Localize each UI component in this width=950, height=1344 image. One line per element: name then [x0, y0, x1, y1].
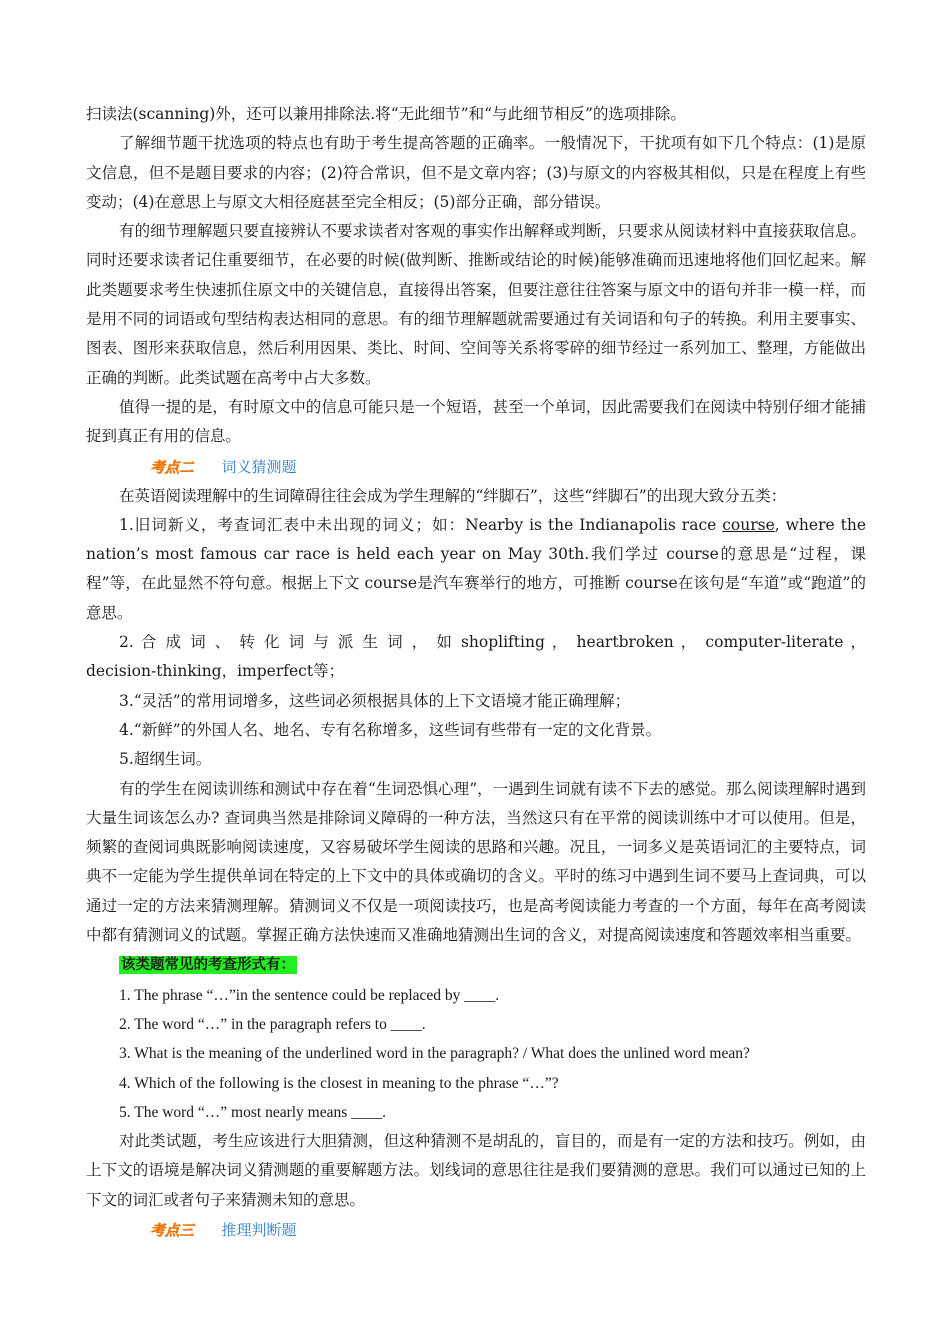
question-form-1: 1. The phrase “…”in the sentence could be replaced by ____.: [119, 986, 500, 1004]
paragraph-intro-vocab: 在英语阅读理解中的生词障碍往往会成为学生理解的“绊脚石”，这些“绊脚石”的出现大致分五类：: [119, 486, 787, 505]
list-item-3: 3.“灵活”的常用词增多，这些词必须根据具体的上下文语境才能正确理解；: [119, 691, 631, 710]
section-heading-3: [86, 1215, 866, 1245]
document-page: [86, 100, 866, 1245]
section-label: 考点二: [150, 459, 194, 476]
section-heading-2: [86, 452, 866, 482]
question-form-4: 4. Which of the following is the closest in meaning to the phrase “…”?: [119, 1074, 559, 1092]
section-title: 推理判断题: [221, 1220, 297, 1239]
list-item-5: 5.超纲生词。: [119, 750, 212, 769]
question-form-5: 5. The word “…” most nearly means ____.: [119, 1103, 387, 1121]
paragraph-scanning: 扫读法(scanning)外，还可以兼用排除法.将“无此细节”和“与此细节相反”的选项排除。: [86, 105, 686, 123]
paragraph-detail-questions: 有的细节理解题只要直接辨认不要求读者对客观的事实作出解释或判断，只要求从阅读材料中直接获取信息。同时还要求读者记住重要细节，在必要的时候(做判断、推断或结论的时候)能够准确而迅速地将他们回忆起来。解此类题要求考生快速抓住原文中的关键信息，直接得出答案，但要注意往往答案与原文中的语句并非一模一样，而是用不同的词语或句型结构表达相同的意思。有的细节理解题就需要通过有关词语和句子的转换。利用主要事实、图表、图形来获取信息，然后利用因果、类比、时间、空间等关系将零碎的细节经过一系列加工、整理，方能做出正确的判断。此类试题在高考中占大多数。: [86, 222, 866, 387]
item1-text-b: , where the nation’s most famous car race is held each year on May 30th.我们学过 course的意思是“过程，课程”等，在此显然不符句意。根据上下文 course是汽车赛举行的地方，可推断 course在该句是“车道”或“跑道”的意思。: [86, 515, 866, 622]
section-label: 考点三: [150, 1222, 194, 1239]
list-item-1: [86, 511, 866, 628]
list-item-4: 4.“新鲜”的外国人名、地名、专有名称增多，这些词有些带有一定的文化背景。: [119, 720, 662, 739]
paragraph-note: 值得一提的是，有时原文中的信息可能只是一个短语，甚至一个单词，因此需要我们在阅读中特别仔细才能捕捉到真正有用的信息。: [86, 397, 866, 446]
list-item-2: 2. 合 成 词 、 转 化 词 与 派 生 词 ， 如 shoplifting ， heartbroken ， computer-literate ， decision-thinking，imperfect等；: [86, 633, 866, 681]
question-form-2: 2. The word “…” in the paragraph refers to ____.: [119, 1015, 426, 1033]
underlined-word: course: [722, 515, 775, 534]
paragraph-distractor-features: 了解细节题干扰选项的特点也有助于考生提高答题的正确率。一般情况下，干扰项有如下几个特点：(1)是原文信息，但不是题目要求的内容；(2)符合常识，但不是文章内容；(3)与原文的内容极其相似，只是在程度上有些变动；(4)在意思上与原文大相径庭甚至完全相反；(5)部分正确，部分错误。: [86, 134, 866, 211]
highlight-line: [86, 950, 866, 980]
section-title: 词义猜测题: [221, 457, 297, 476]
highlighted-text: 该类题常见的考查形式有：: [121, 957, 295, 974]
question-form-3: 3. What is the meaning of the underlined word in the paragraph? / What does the unlined word mean?: [119, 1045, 750, 1063]
paragraph-guessing-method: 对此类试题，考生应该进行大胆猜测，但这种猜测不是胡乱的，盲目的，而是有一定的方法和技巧。例如，由上下文的语境是解决词义猜测题的重要解题方法。划线词的意思往往是我们要猜测的意思。我们可以通过已知的上下文的词汇或者句子来猜测未知的意思。: [86, 1132, 866, 1209]
paragraph-unknown-words: 有的学生在阅读训练和测试中存在着“生词恐惧心理”，一遇到生词就有读不下去的感觉。那么阅读理解时遇到大量生词该怎么办? 查词典当然是排除词义障碍的一种方法，当然这只有在平常的阅读训练中才可以使用。但是，频繁的查阅词典既影响阅读速度，又容易破坏学生阅读的思路和兴趣。况且，一词多义是英语词汇的主要特点，词典不一定能为学生提供单词在特定的上下文中的具体或确切的含义。平时的练习中遇到生词不要马上查词典，可以通过一定的方法来猜测理解。猜测词义不仅是一项阅读技巧，也是高考阅读能力考查的一个方面，每年在高考阅读中都有猜测词义的试题。掌握正确方法快速而又准确地猜测出生词的含义，对提高阅读速度和答题效率相当重要。: [86, 779, 866, 945]
item1-text-a: 1.旧词新义，考查词汇表中未出现的词义；如：Nearby is the Indianapolis race: [119, 515, 723, 534]
